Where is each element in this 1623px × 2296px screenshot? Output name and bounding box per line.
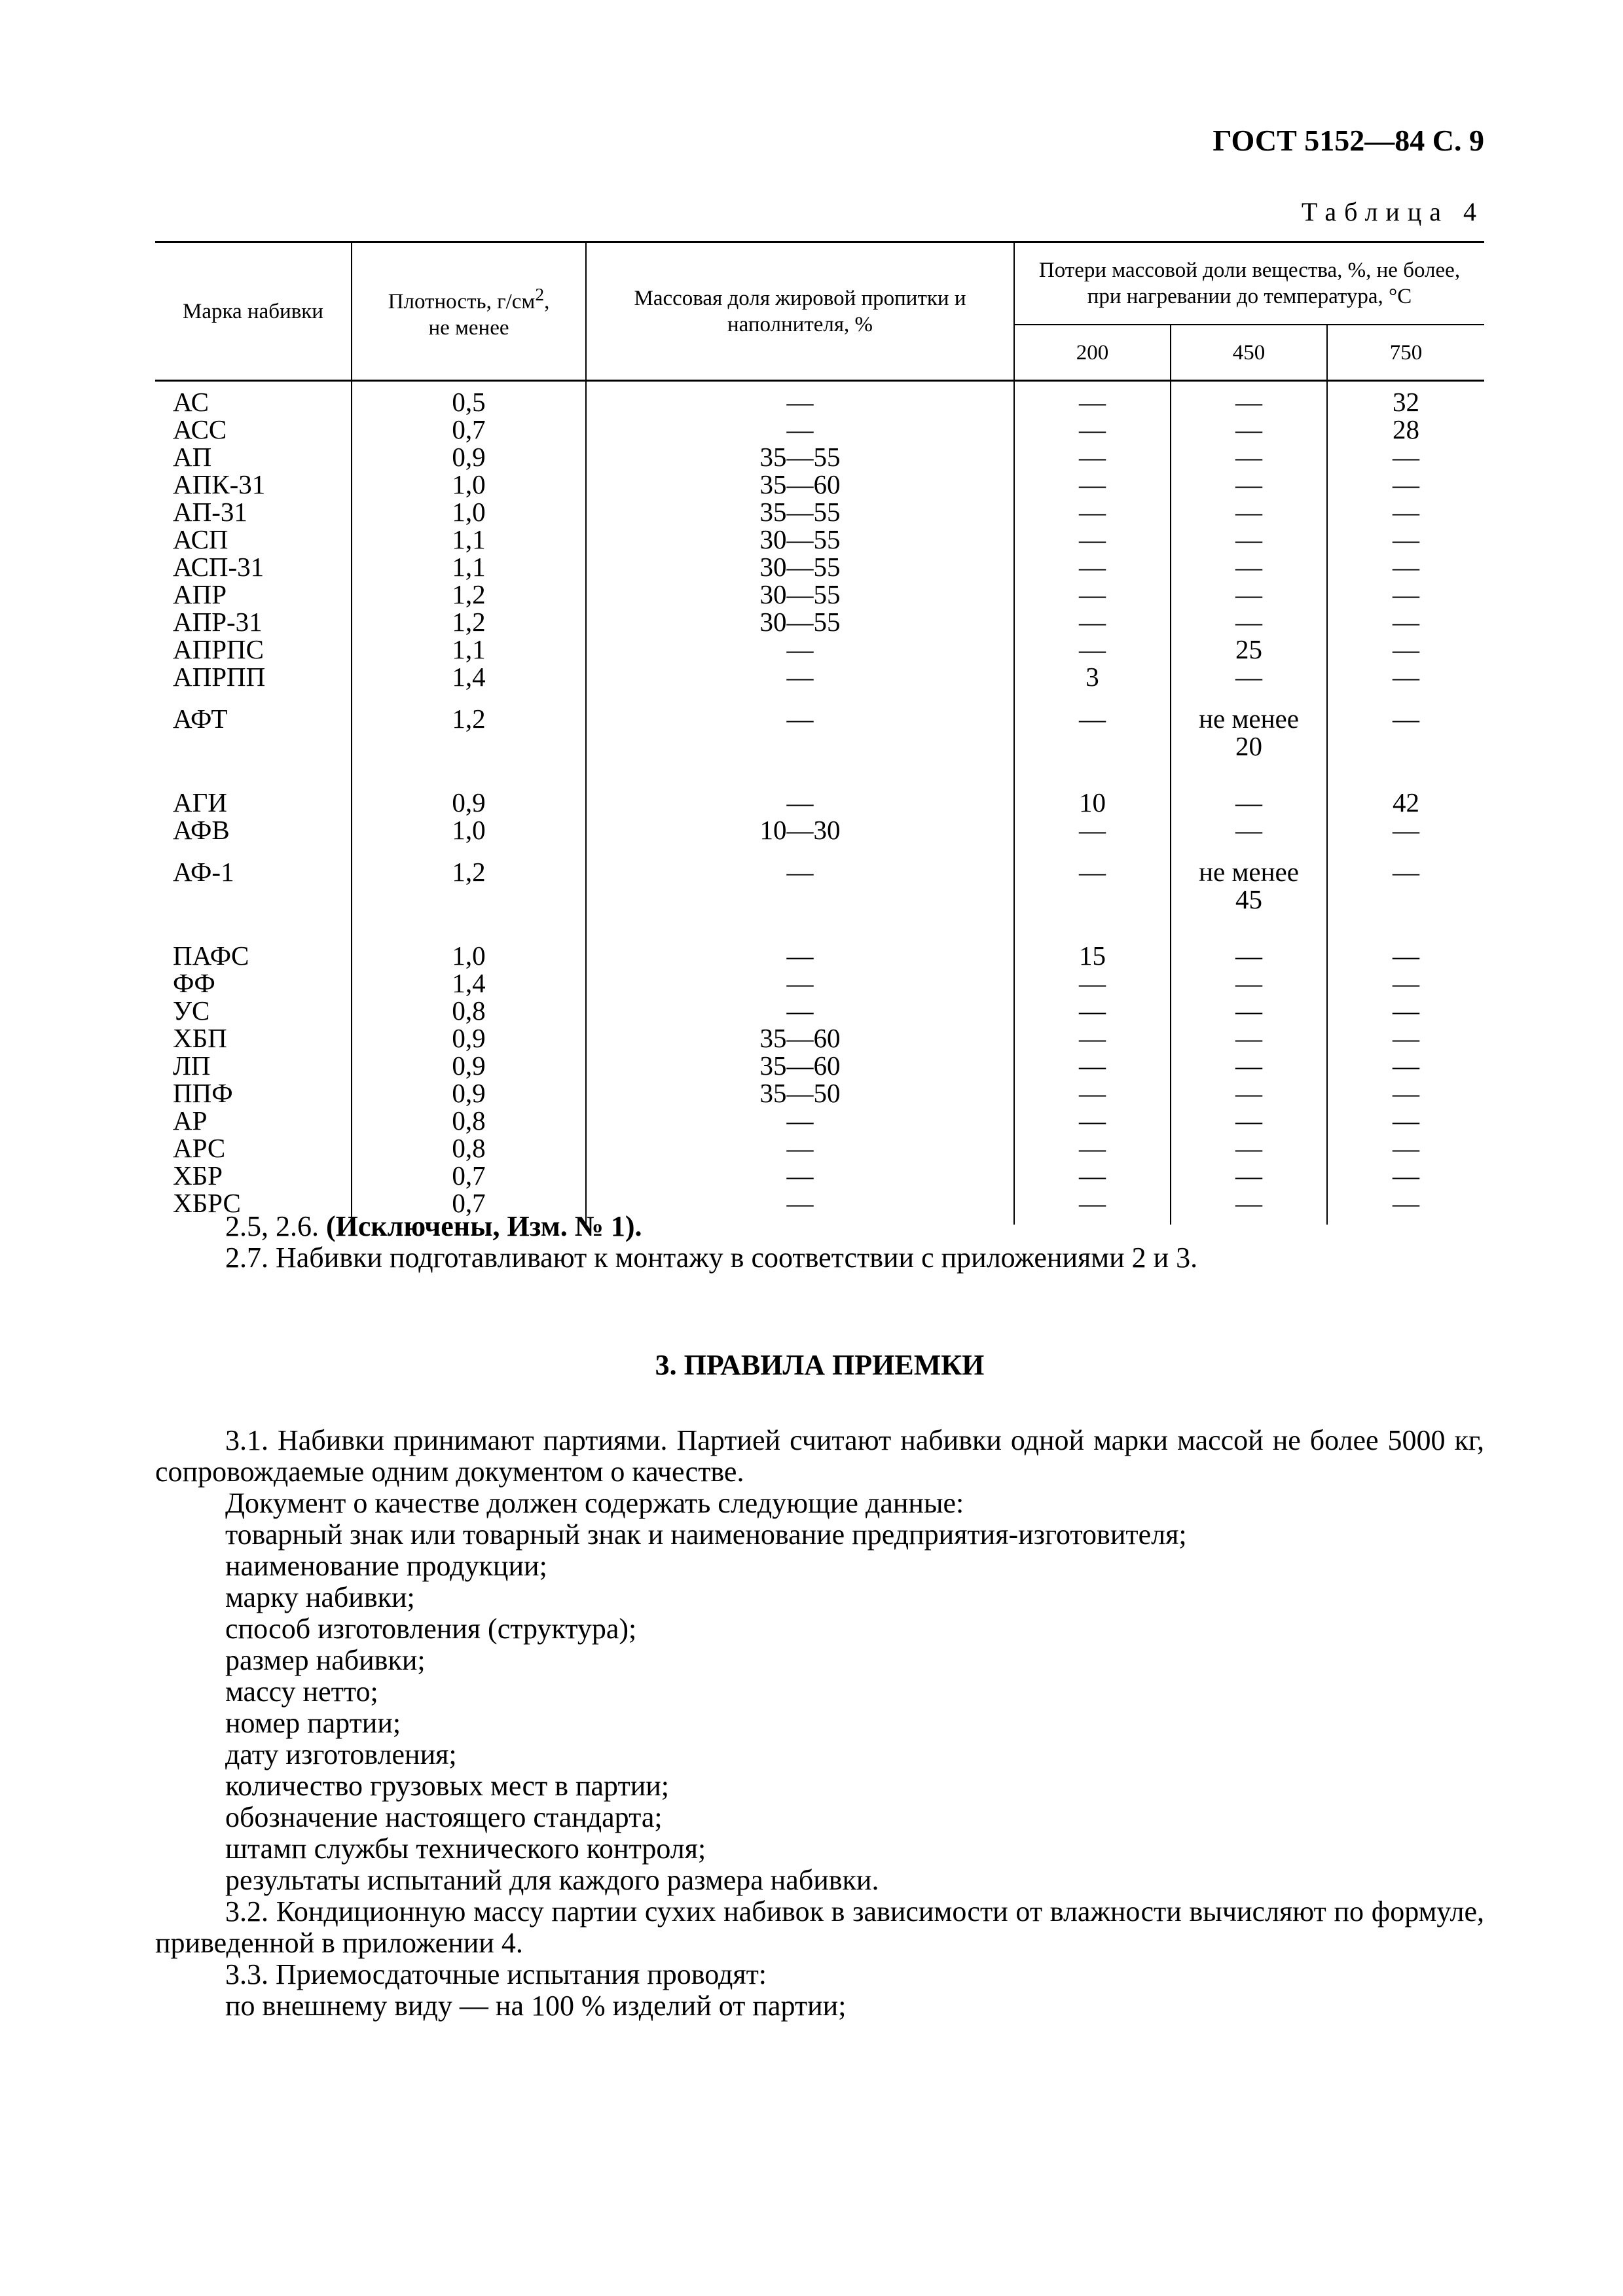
cell-loss-750: — [1327,1162,1484,1189]
list-item: наименование продукции; [225,1550,547,1582]
cell-loss-750: — [1327,663,1484,691]
cell-loss-450: — [1171,1107,1327,1134]
list-item: массу нетто; [225,1676,378,1708]
table-row [155,1079,1484,1107]
cell-loss-750: — [1327,471,1484,498]
clause-2-5 [155,1211,1484,1242]
cell-fat-content: 30—55 [586,608,1014,636]
cell-density: 1,1 [352,636,586,663]
cell-mark: АПР [155,581,352,608]
cell-loss-200: — [1014,581,1171,608]
cell-fat-content: — [586,663,1014,691]
cell-loss-750: — [1327,498,1484,526]
header-temp-750: 750 [1327,325,1484,381]
cell-loss-200: — [1014,381,1171,416]
body-text-upper [155,1211,1484,1274]
cell-loss-450: — [1171,774,1327,816]
header-temp-450: 450 [1171,325,1327,381]
cell-loss-750: — [1327,553,1484,581]
cell-loss-200: 3 [1014,663,1171,691]
cell-loss-200: — [1014,416,1171,443]
cell-loss-200: — [1014,443,1171,471]
cell-mark: УС [155,997,352,1024]
cell-loss-200: — [1014,526,1171,553]
packing-properties-table [155,241,1484,1225]
cell-loss-450: — [1171,1189,1327,1225]
clause-3-1: 3.1. Набивки принимают партиями. Партией считают набивки одной марки массой не более 5000 кг, сопровождаемые одним документом о качестве. [155,1424,1484,1488]
cell-fat-content: 35—55 [586,498,1014,526]
table-row [155,997,1484,1024]
cell-fat-content: — [586,1107,1014,1134]
header-density-comma: , [544,290,550,314]
cell-density: 0,9 [352,774,586,816]
table-row [155,581,1484,608]
cell-mark: ФФ [155,969,352,997]
cell-density: 1,4 [352,663,586,691]
list-item: размер набивки; [225,1644,426,1676]
cell-loss-200: — [1014,1162,1171,1189]
cell-loss-200: 10 [1014,774,1171,816]
cell-density: 1,0 [352,927,586,969]
cell-density: 0,7 [352,416,586,443]
cell-fat-content: — [586,969,1014,997]
list-item: штамп службы технического контроля; [225,1833,706,1865]
header-density-label: Плотность, г/см [388,290,536,314]
cell-loss-750: 32 [1327,381,1484,416]
cell-fat-content: — [586,381,1014,416]
cell-mark: ПАФС [155,927,352,969]
table-row [155,844,1484,927]
clause-2-5-note: (Исключены, Изм. № 1). [326,1210,642,1242]
table-row [155,663,1484,691]
cell-loss-200: — [1014,1107,1171,1134]
cell-fat-content: — [586,774,1014,816]
table-row [155,381,1484,416]
cell-fat-content: — [586,1134,1014,1162]
header-density-sup: 2 [535,284,545,304]
table-row [155,636,1484,663]
cell-loss-450: — [1171,997,1327,1024]
cell-density: 1,2 [352,691,586,774]
cell-fat-content: 30—55 [586,581,1014,608]
cell-density: 0,9 [352,1024,586,1052]
cell-loss-750: — [1327,1189,1484,1225]
table-row [155,816,1484,844]
cell-mark: АПРПС [155,636,352,663]
cell-fat-content: 35—60 [586,1024,1014,1052]
table-body [155,381,1484,1225]
cell-mark: ХБР [155,1162,352,1189]
header-mark: Марка набивки [155,242,352,381]
cell-density: 0,8 [352,1107,586,1134]
table-row [155,1024,1484,1052]
table-4 [155,241,1484,1225]
cell-density: 1,2 [352,608,586,636]
table-row [155,774,1484,816]
header-temp-200: 200 [1014,325,1171,381]
list-item: дату изготовления; [225,1738,457,1770]
cell-mark: АФТ [155,691,352,774]
cell-density: 1,0 [352,471,586,498]
cell-loss-750: — [1327,581,1484,608]
table-row [155,526,1484,553]
cell-fat-content: 35—55 [586,443,1014,471]
cell-mark: АСП-31 [155,553,352,581]
cell-density: 0,8 [352,997,586,1024]
cell-density: 1,1 [352,526,586,553]
list-item: способ изготовления (структура); [225,1613,637,1645]
cell-mark: АПР-31 [155,608,352,636]
table-row [155,416,1484,443]
document-requirements-list [155,1519,1484,1896]
cell-loss-750: 42 [1327,774,1484,816]
cell-loss-750: — [1327,1079,1484,1107]
cell-loss-200: 15 [1014,927,1171,969]
cell-loss-450: не менее 45 [1171,844,1327,927]
cell-fat-content: 35—60 [586,471,1014,498]
cell-loss-750: — [1327,1052,1484,1079]
cell-loss-450: — [1171,1079,1327,1107]
cell-fat-content: 10—30 [586,816,1014,844]
cell-loss-750: — [1327,526,1484,553]
cell-mark: АРС [155,1134,352,1162]
list-item: товарный знак или товарный знак и наименование предприятия-изготовителя; [225,1518,1187,1551]
cell-loss-200: — [1014,1189,1171,1225]
cell-loss-200: — [1014,1052,1171,1079]
cell-loss-450: — [1171,1052,1327,1079]
cell-mark: АСП [155,526,352,553]
cell-density: 0,9 [352,1079,586,1107]
cell-loss-450: — [1171,1134,1327,1162]
cell-fat-content: 30—55 [586,553,1014,581]
table-row [155,443,1484,471]
cell-loss-450: — [1171,608,1327,636]
cell-loss-750: — [1327,969,1484,997]
cell-density: 0,9 [352,443,586,471]
cell-loss-450: — [1171,1024,1327,1052]
cell-mark: ХБРС [155,1189,352,1225]
cell-loss-200: — [1014,997,1171,1024]
cell-density: 1,0 [352,498,586,526]
cell-loss-200: — [1014,498,1171,526]
table-row [155,927,1484,969]
cell-loss-450: — [1171,969,1327,997]
header-density-min: не менее [428,316,509,340]
cell-mark: АГИ [155,774,352,816]
cell-loss-750: — [1327,927,1484,969]
table-row [155,498,1484,526]
cell-loss-750: — [1327,1024,1484,1052]
cell-density: 0,5 [352,381,586,416]
cell-loss-200: — [1014,1024,1171,1052]
table-row [155,1052,1484,1079]
page-header: ГОСТ 5152—84 С. 9 [1213,124,1484,157]
body-text-lower [155,1425,1484,2022]
cell-loss-450: — [1171,498,1327,526]
document-intro: Документ о качестве должен содержать следующие данные: [225,1487,964,1519]
clause-3-3: 3.3. Приемосдаточные испытания проводят: [225,1958,767,1990]
cell-loss-200: — [1014,691,1171,774]
cell-loss-450: — [1171,526,1327,553]
header-mass-loss: Потери массовой доли вещества, %, не более, при нагревании до температура, °С [1014,242,1484,325]
cell-loss-450: — [1171,816,1327,844]
clause-2-7: 2.7. Набивки подготавливают к монтажу в соответствии с приложениями 2 и 3. [225,1242,1198,1274]
cell-mark: ХБП [155,1024,352,1052]
table-caption: Таблица 4 [1301,197,1484,226]
cell-loss-450: — [1171,927,1327,969]
cell-density: 1,0 [352,816,586,844]
cell-loss-450: — [1171,381,1327,416]
cell-density: 1,4 [352,969,586,997]
cell-mark: АСС [155,416,352,443]
cell-loss-450: — [1171,581,1327,608]
cell-mark: ЛП [155,1052,352,1079]
table-row [155,969,1484,997]
cell-density: 0,9 [352,1052,586,1079]
cell-fat-content: — [586,844,1014,927]
cell-density: 1,1 [352,553,586,581]
cell-fat-content: — [586,636,1014,663]
cell-loss-200: — [1014,636,1171,663]
cell-loss-450: 25 [1171,636,1327,663]
cell-fat-content: — [586,416,1014,443]
table-row [155,553,1484,581]
cell-loss-750: — [1327,691,1484,774]
cell-loss-750: — [1327,636,1484,663]
cell-loss-200: — [1014,553,1171,581]
cell-fat-content: — [586,997,1014,1024]
table-row [155,608,1484,636]
cell-loss-450: — [1171,1162,1327,1189]
cell-density: 0,7 [352,1162,586,1189]
cell-loss-750: — [1327,1107,1484,1134]
cell-loss-200: — [1014,608,1171,636]
cell-mark: АФ-1 [155,844,352,927]
cell-loss-750: — [1327,608,1484,636]
list-item: марку набивки; [225,1581,415,1613]
cell-loss-750: — [1327,816,1484,844]
clause-3-3-item: по внешнему виду — на 100 % изделий от партии; [225,1990,847,2022]
list-item: результаты испытаний для каждого размера набивки. [225,1864,879,1896]
cell-mark: АР [155,1107,352,1134]
table-row [155,471,1484,498]
cell-loss-750: — [1327,1134,1484,1162]
cell-loss-750: — [1327,844,1484,927]
cell-mark: АПРПП [155,663,352,691]
cell-fat-content: 35—50 [586,1079,1014,1107]
cell-fat-content: — [586,927,1014,969]
cell-loss-200: — [1014,969,1171,997]
cell-loss-200: — [1014,1134,1171,1162]
cell-mark: АФВ [155,816,352,844]
table-row [155,1162,1484,1189]
cell-density: 0,8 [352,1134,586,1162]
cell-mark: АП [155,443,352,471]
table-row [155,1107,1484,1134]
cell-mark: ППФ [155,1079,352,1107]
cell-mark: АС [155,381,352,416]
cell-loss-750: 28 [1327,416,1484,443]
cell-loss-450: не менее 20 [1171,691,1327,774]
cell-loss-450: — [1171,663,1327,691]
cell-density: 1,2 [352,844,586,927]
cell-fat-content: — [586,1189,1014,1225]
header-fat-content: Массовая доля жировой пропитки и наполнителя, % [586,242,1014,381]
cell-fat-content: — [586,1162,1014,1189]
cell-loss-200: — [1014,471,1171,498]
cell-loss-200: — [1014,844,1171,927]
cell-fat-content: 30—55 [586,526,1014,553]
header-density [352,242,586,381]
cell-mark: АПК-31 [155,471,352,498]
cell-loss-450: — [1171,471,1327,498]
table-row [155,1134,1484,1162]
list-item: обозначение настоящего стандарта; [225,1801,663,1833]
clause-2-5-number: 2.5, 2.6. [225,1210,319,1242]
cell-loss-450: — [1171,553,1327,581]
cell-loss-750: — [1327,443,1484,471]
cell-loss-450: — [1171,416,1327,443]
cell-loss-450: — [1171,443,1327,471]
cell-density: 1,2 [352,581,586,608]
cell-loss-750: — [1327,997,1484,1024]
cell-loss-200: — [1014,816,1171,844]
clause-3-2: 3.2. Кондиционную массу партии сухих набивок в зависимости от влажности вычисляют по формуле, приведенной в приложении 4. [155,1895,1484,1959]
cell-fat-content: 35—60 [586,1052,1014,1079]
table-row [155,691,1484,774]
cell-density: 0,7 [352,1189,586,1225]
cell-loss-200: — [1014,1079,1171,1107]
list-item: номер партии; [225,1707,401,1739]
cell-fat-content: — [586,691,1014,774]
section-title: 3. ПРАВИЛА ПРИЕМКИ [655,1349,985,1381]
list-item: количество грузовых мест в партии; [225,1770,670,1802]
cell-mark: АП-31 [155,498,352,526]
